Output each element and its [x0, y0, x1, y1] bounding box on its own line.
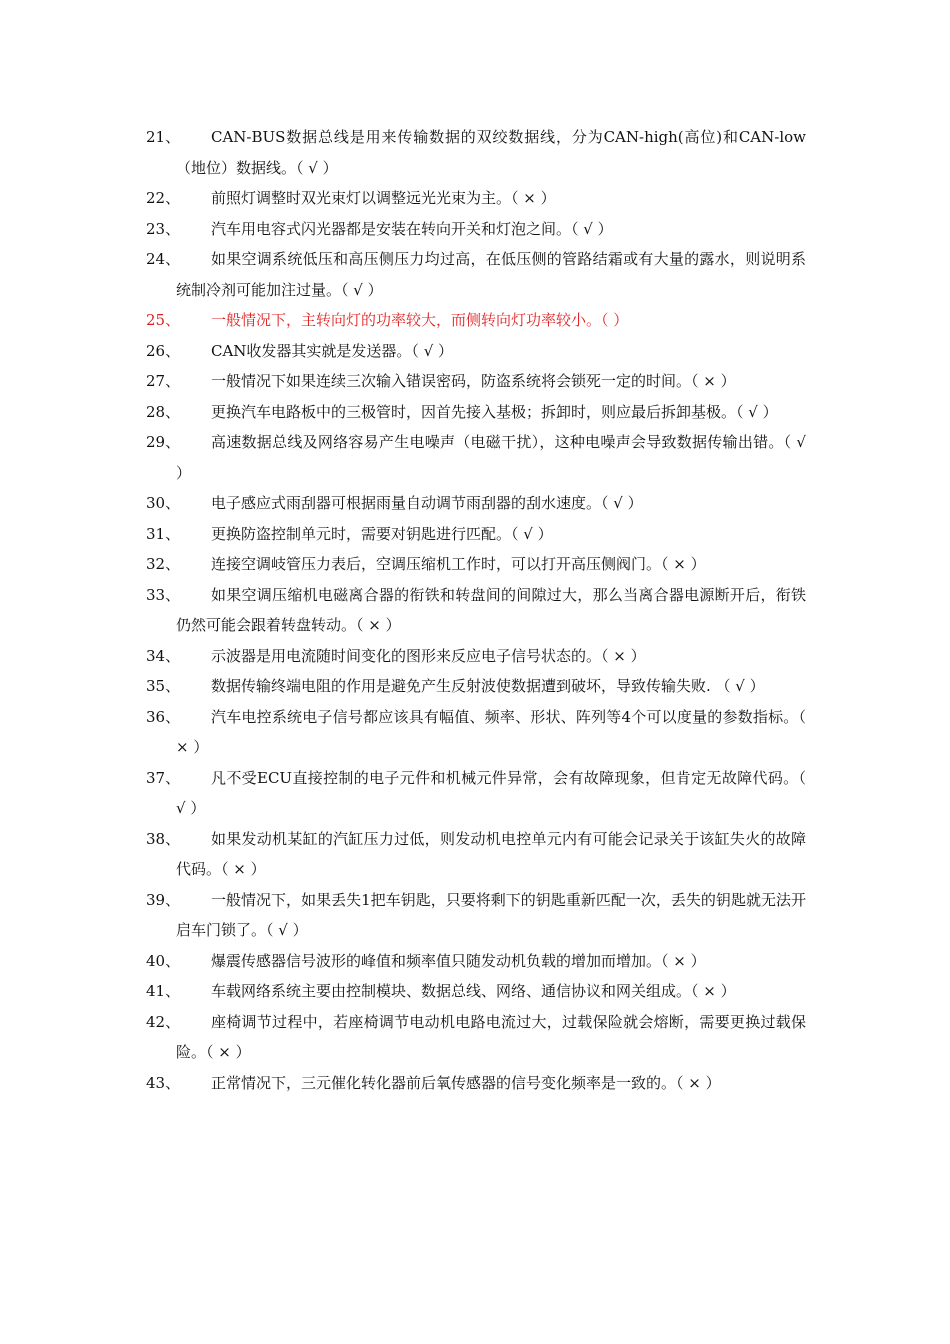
- question-number: 21、: [146, 128, 181, 146]
- question-40: [0, 946, 950, 977]
- question-text: 电子感应式雨刮器可根据雨量自动调节雨刮器的刮水速度。（ √ ）: [211, 494, 643, 512]
- question-number: 39、: [146, 890, 181, 909]
- question-33: [0, 580, 950, 641]
- question-text: 数据传输终端电阻的作用是避免产生反射波使数据遭到破坏，导致传输失败. （ √ ）: [211, 677, 765, 695]
- question-number: 30、: [146, 494, 181, 512]
- question-21: [0, 122, 950, 183]
- question-30: [0, 488, 950, 519]
- question-number: 27、: [146, 372, 181, 390]
- question-list: [0, 122, 950, 1098]
- question-34: [0, 641, 950, 672]
- question-number: 36、: [146, 707, 181, 726]
- question-42: [0, 1007, 950, 1068]
- question-number: 32、: [146, 555, 181, 573]
- question-39: [0, 885, 950, 946]
- question-text: 连接空调岐管压力表后，空调压缩机工作时，可以打开高压侧阀门。（ × ）: [211, 555, 706, 573]
- question-text: 前照灯调整时双光束灯以调整远光光束为主。（ × ）: [211, 189, 556, 207]
- question-number: 37、: [146, 768, 181, 787]
- question-text: CAN收发器其实就是发送器。（ √ ）: [211, 341, 454, 360]
- question-27: [0, 366, 950, 397]
- question-29: [0, 427, 950, 488]
- question-text: 凡不受ECU直接控制的电子元件和机械元件异常，会有故障现象，但肯定无故障代码。（ √ ）: [176, 768, 806, 817]
- question-text: 如果空调压缩机电磁离合器的衔铁和转盘间的间隙过大，那么当离合器电源断开后，衔铁仍然可能会跟着转盘转动。（ × ）: [176, 585, 806, 634]
- question-25-highlighted: [0, 305, 950, 336]
- question-41: [0, 976, 950, 1007]
- question-number: 42、: [146, 1012, 181, 1031]
- question-35: [0, 671, 950, 702]
- question-31: [0, 519, 950, 550]
- question-23: [0, 214, 950, 245]
- question-number: 40、: [146, 951, 181, 970]
- question-number: 31、: [146, 524, 181, 543]
- question-number: 35、: [146, 677, 181, 695]
- question-number: 25、: [146, 311, 181, 329]
- question-text: 一般情况下如果连续三次输入错误密码，防盗系统将会锁死一定的时间。（ × ）: [211, 372, 736, 390]
- question-text: 爆震传感器信号波形的峰值和频率值只随发动机负载的增加而增加。（ × ）: [211, 951, 706, 970]
- question-38: [0, 824, 950, 885]
- question-24: [0, 244, 950, 305]
- question-number: 23、: [146, 219, 181, 238]
- question-number: 38、: [146, 829, 181, 848]
- question-text: CAN-BUS数据总线是用来传输数据的双绞数据线，分为CAN-high(高位)和CAN-low（地位）数据线。（ √ ）: [176, 128, 806, 177]
- question-text: 更换防盗控制单元时，需要对钥匙进行匹配。（ √ ）: [211, 524, 553, 543]
- question-number: 29、: [146, 433, 181, 451]
- question-number: 22、: [146, 189, 181, 207]
- question-text: 座椅调节过程中，若座椅调节电动机电路电流过大，过载保险就会熔断，需要更换过载保险。（ × ）: [176, 1012, 806, 1061]
- question-number: 28、: [146, 402, 181, 421]
- question-37: [0, 763, 950, 824]
- question-text: 汽车用电容式闪光器都是安装在转向开关和灯泡之间。（ √ ）: [211, 219, 613, 238]
- question-28: [0, 397, 950, 428]
- question-text: 一般情况下，主转向灯的功率较大，而侧转向灯功率较小。（ ）: [211, 311, 629, 329]
- question-text: 一般情况下，如果丢失1把车钥匙，只要将剩下的钥匙重新匹配一次，丢失的钥匙就无法开启车门锁了。（ √ ）: [176, 890, 806, 939]
- question-text: 车载网络系统主要由控制模块、数据总线、网络、通信协议和网关组成。（ × ）: [211, 982, 736, 1000]
- question-26: [0, 336, 950, 367]
- question-32: [0, 549, 950, 580]
- question-text: 汽车电控系统电子信号都应该具有幅值、频率、形状、阵列等4个可以度量的参数指标。（ × ）: [176, 707, 806, 756]
- question-text: 高速数据总线及网络容易产生电噪声（电磁干扰），这种电噪声会导致数据传输出错。（ √ ）: [176, 433, 806, 482]
- question-number: 26、: [146, 341, 181, 360]
- question-43: [0, 1068, 950, 1099]
- question-number: 43、: [146, 1073, 181, 1092]
- question-text: 如果发动机某缸的汽缸压力过低，则发动机电控单元内有可能会记录关于该缸失火的故障代码。（ × ）: [176, 829, 806, 878]
- question-number: 33、: [146, 585, 181, 604]
- question-text: 如果空调系统低压和高压侧压力均过高，在低压侧的管路结霜或有大量的露水，则说明系统制冷剂可能加注过量。（ √ ）: [176, 250, 806, 299]
- question-number: 34、: [146, 646, 181, 665]
- question-22: [0, 183, 950, 214]
- question-text: 更换汽车电路板中的三极管时，因首先接入基极；拆卸时，则应最后拆卸基极。（ √ ）: [211, 402, 778, 421]
- question-number: 24、: [146, 250, 181, 268]
- question-text: 示波器是用电流随时间变化的图形来反应电子信号状态的。（ × ）: [211, 646, 646, 665]
- question-text: 正常情况下，三元催化转化器前后氧传感器的信号变化频率是一致的。（ × ）: [211, 1073, 721, 1092]
- question-36: [0, 702, 950, 763]
- question-number: 41、: [146, 982, 181, 1000]
